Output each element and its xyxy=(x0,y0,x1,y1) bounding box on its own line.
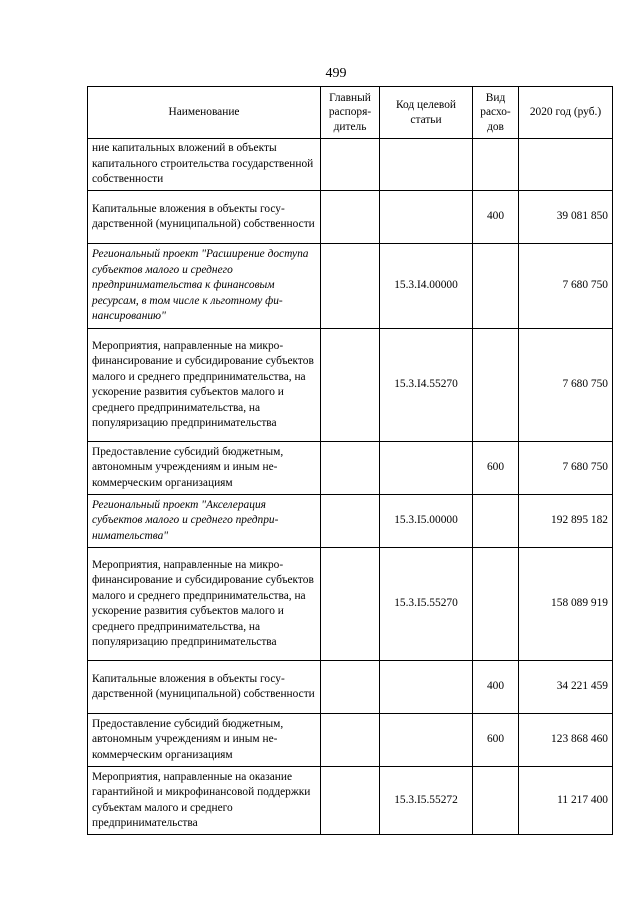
admin-cell xyxy=(321,191,380,244)
type-cell: 600 xyxy=(473,714,519,767)
admin-cell xyxy=(321,244,380,329)
table-row xyxy=(88,495,613,548)
code-cell: 15.3.I5.55270 xyxy=(380,548,473,661)
table-row xyxy=(88,139,613,191)
code-cell xyxy=(380,139,473,191)
amount-cell: 7 680 750 xyxy=(519,244,613,329)
name-cell: Предоставление субсидий бюджетным, автономным учреждениям и иным некоммерческим организациям xyxy=(88,714,321,767)
header-admin: Главный распоря-дитель xyxy=(321,87,380,139)
code-cell xyxy=(380,442,473,495)
header-type: Вид расхо-дов xyxy=(473,87,519,139)
amount-cell xyxy=(519,139,613,191)
amount-cell: 7 680 750 xyxy=(519,329,613,442)
code-cell: 15.3.I5.55272 xyxy=(380,767,473,835)
table-row xyxy=(88,767,613,835)
code-cell: 15.3.I4.55270 xyxy=(380,329,473,442)
code-cell: 15.3.I4.00000 xyxy=(380,244,473,329)
amount-cell: 192 895 182 xyxy=(519,495,613,548)
type-cell xyxy=(473,244,519,329)
name-cell: Мероприятия, направленные на оказание гарантийной и микрофинансовой поддержки субъектам малого и среднего предпринимательства xyxy=(88,767,321,835)
table-header-row xyxy=(88,87,613,139)
code-cell xyxy=(380,191,473,244)
type-cell: 400 xyxy=(473,191,519,244)
table-row xyxy=(88,661,613,714)
admin-cell xyxy=(321,767,380,835)
name-cell: Региональный проект "Расширение доступа субъектов малого и среднего предпринимательства к финансовым ресурсам, в том числе к льготному финансированию" xyxy=(88,244,321,329)
amount-cell: 34 221 459 xyxy=(519,661,613,714)
amount-cell: 11 217 400 xyxy=(519,767,613,835)
table-row xyxy=(88,548,613,661)
header-amount: 2020 год (руб.) xyxy=(519,87,613,139)
type-cell: 400 xyxy=(473,661,519,714)
admin-cell xyxy=(321,139,380,191)
page-number: 499 xyxy=(325,66,347,81)
type-cell xyxy=(473,767,519,835)
name-cell: Предоставление субсидий бюджетным, автономным учреждениям и иным некоммерческим организациям xyxy=(88,442,321,495)
admin-cell xyxy=(321,714,380,767)
admin-cell xyxy=(321,329,380,442)
table-body xyxy=(88,139,613,835)
admin-cell xyxy=(321,442,380,495)
admin-cell xyxy=(321,495,380,548)
name-cell: Капитальные вложения в объекты государственной (муниципальной) собственности xyxy=(88,191,321,244)
table-row xyxy=(88,244,613,329)
type-cell xyxy=(473,329,519,442)
name-cell: Капитальные вложения в объекты государственной (муниципальной) собственности xyxy=(88,661,321,714)
admin-cell xyxy=(321,661,380,714)
header-name: Наименование xyxy=(88,87,321,139)
budget-table xyxy=(87,86,613,835)
code-cell xyxy=(380,714,473,767)
amount-cell: 123 868 460 xyxy=(519,714,613,767)
type-cell: 600 xyxy=(473,442,519,495)
header-code: Код целевой статьи xyxy=(380,87,473,139)
type-cell xyxy=(473,548,519,661)
code-cell: 15.3.I5.00000 xyxy=(380,495,473,548)
admin-cell xyxy=(321,548,380,661)
name-cell: Региональный проект "Акселерация субъектов малого и среднего предпринимательства" xyxy=(88,495,321,548)
type-cell xyxy=(473,139,519,191)
table-row xyxy=(88,329,613,442)
type-cell xyxy=(473,495,519,548)
name-cell: Мероприятия, направленные на микрофинансирование и субсидирование субъектов малого и среднего предпринимательства, на ускорение развития субъектов малого и среднего предпринимательства, на популяризацию предпринимательства xyxy=(88,548,321,661)
code-cell xyxy=(380,661,473,714)
amount-cell: 7 680 750 xyxy=(519,442,613,495)
table-row xyxy=(88,191,613,244)
amount-cell: 39 081 850 xyxy=(519,191,613,244)
name-cell: Мероприятия, направленные на микрофинансирование и субсидирование субъектов малого и среднего предпринимательства, на ускорение развития субъектов малого и среднего предпринимательства, на популяризацию предпринимательства xyxy=(88,329,321,442)
amount-cell: 158 089 919 xyxy=(519,548,613,661)
table-row xyxy=(88,442,613,495)
name-cell: ние капитальных вложений в объекты капитального строительства государственной собственности xyxy=(88,139,321,191)
table-row xyxy=(88,714,613,767)
